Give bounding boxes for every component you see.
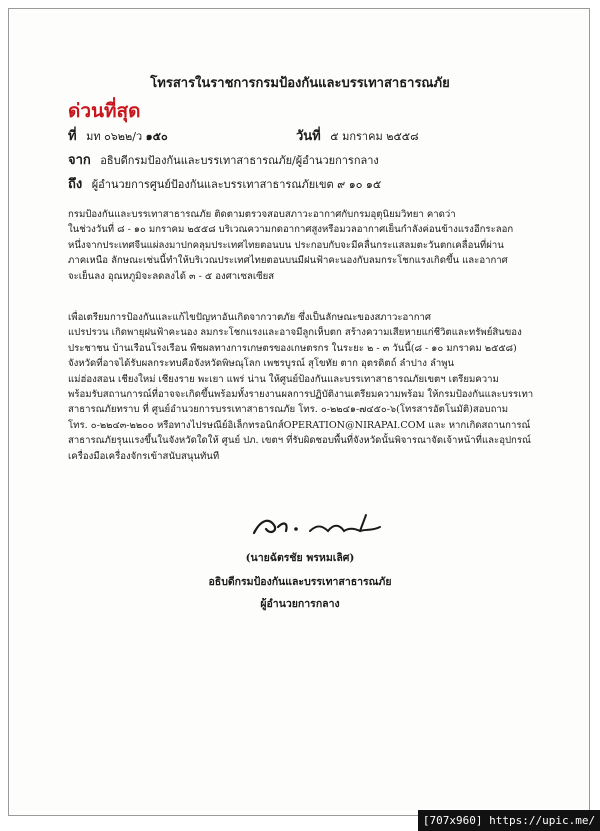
paragraph-2-line: สาธารณภัยรุนแรงขึ้นในจังหวัดใดให้ ศูนย์ ปภ. เขตฯ ที่รับผิดชอบพื้นที่จังหวัดนั้นพิจารณาจัดเจ้าหน้าที่และอุปกรณ์ [68, 435, 531, 447]
paragraph-2-line: เพื่อเตรียมการป้องกันและแก้ไขปัญหาอันเกิดจากวาตภัย ซึ่งเป็นลักษณะของสภาวะอากาศ [68, 312, 431, 323]
from-label: จาก [68, 153, 91, 168]
paragraph-1 [68, 207, 538, 284]
paragraph-1-line: ในช่วงวันที่ ๘ - ๑๐ มกราคม ๒๕๕๘ บริเวณความกดอากาศสูงหรือมวลอากาศเย็นกำลังค่อนข้างแรงอีกระลอก [68, 224, 514, 236]
paragraph-1-line: หนึ่งจากประเทศจีนแผ่ลงมาปกคลุมประเทศไทยตอนบน ประกอบกับจะมีคลื่นกระแสลมตะวันตกเคลื่อนที่ผ่าน [68, 239, 504, 251]
paragraph-2-line: จังหวัดที่อาจได้รับผลกระทบคือจังหวัดพิษณุโลก เพชรบูรณ์ สุโขทัย ตาก อุตรดิตถ์ ลำปาง ลำพูน [68, 358, 455, 370]
ref-label: ที่ [68, 129, 77, 144]
to-label: ถึง [68, 177, 83, 192]
ref-number-prefix: มท ๐๖๒๒/ว [86, 130, 143, 143]
handwritten-signature [248, 505, 388, 541]
paragraph-1-line: ภาคเหนือ ลักษณะเช่นนี้ทำให้บริเวณประเทศไทยตอนบนมีฝนฟ้าคะนองกับลมกระโชกแรงเกิดขึ้น และอากาศ [68, 255, 508, 267]
paragraph-2-line: โทร. ๐-๒๒๔๓-๒๒๐๐ หรือทางไปรษณีย์อิเล็กทรอนิกส์OPERATION@NIRAPAI.COM และ หากเกิดสถานการณ์ [68, 419, 531, 431]
to-value: ผู้อำนวยการศูนย์ป้องกันและบรรเทาสาธารณภัยเขต ๙ ๑๐ ๑๕ [91, 178, 382, 191]
signer-title-2: ผู้อำนวยการกลาง [260, 598, 340, 610]
from-value: อธิบดีกรมป้องกันและบรรเทาสาธารณภัย/ผู้อำนวยการกลาง [100, 154, 379, 167]
ref-number: ๑๕๐ [145, 130, 168, 143]
to-row [68, 173, 381, 194]
paragraph-1-line: กรมป้องกันและบรรเทาสาธารณภัย ติดตามตรวจสอบสภาวะอากาศกับกรมอุตุนิยมวิทยา คาดว่า [68, 209, 456, 220]
from-row [68, 149, 379, 170]
document-heading: โทรสารในราชการกรมป้องกันและบรรเทาสาธารณภัย [150, 76, 450, 91]
signer-name: (นายฉัตรชัย พรหมเลิศ) [245, 552, 355, 564]
date-row [296, 125, 419, 146]
paragraph-2-line: ประชาชน บ้านเรือนโรงเรือน พืชผลทางการเกษตรของเกษตรกร ในระยะ ๒ - ๓ วันนี้(๘ - ๑๐ มกราคม ๒๕๕๘) [68, 342, 517, 354]
paragraph-1-line: จะเย็นลง อุณหภูมิจะลดลงได้ ๓ - ๕ องศาเซลเซียส [68, 270, 275, 282]
date-value: ๕ มกราคม ๒๕๕๘ [330, 130, 419, 143]
paragraph-2 [68, 310, 538, 464]
ref-row [68, 125, 168, 146]
paragraph-2-line: พร้อมรับสถานการณ์ที่อาจจะเกิดขึ้นพร้อมทั้งรายงานผลการปฏิบัติงานเตรียมความพร้อม ให้กรมป้องกันและบรรเทา [68, 389, 534, 401]
image-host-footer: [707x960] https://upic.me/ [418, 810, 600, 831]
signer-title-1: อธิบดีกรมป้องกันและบรรเทาสาธารณภัย [208, 576, 392, 588]
paragraph-2-line: แปรปรวน เกิดพายุฝนฟ้าคะนอง ลมกระโชกแรงและอาจมีลูกเห็บตก สร้างความเสียหายแก่ชีวิตและทรัพย์สินของ [68, 327, 522, 339]
urgency-label: ด่วนที่สุด [68, 100, 141, 122]
paragraph-2-line: แม่ฮ่องสอน เชียงใหม่ เชียงราย พะเยา แพร่ น่าน ให้ศูนย์ป้องกันและบรรเทาสาธารณภัยเขตฯ เตรียมความ [68, 373, 499, 385]
paragraph-2-line: เครื่องมือเครื่องจักรเข้าสนับสนุนทันที [68, 450, 220, 462]
date-label: วันที่ [296, 129, 321, 144]
paragraph-2-line: สาธารณภัยทราบ ที่ ศูนย์อำนวยการบรรเทาสาธารณภัย โทร. ๐-๒๒๔๑-๗๔๕๐-๖(โทรสารอัตโนมัติ)สอบถาม [68, 404, 509, 416]
